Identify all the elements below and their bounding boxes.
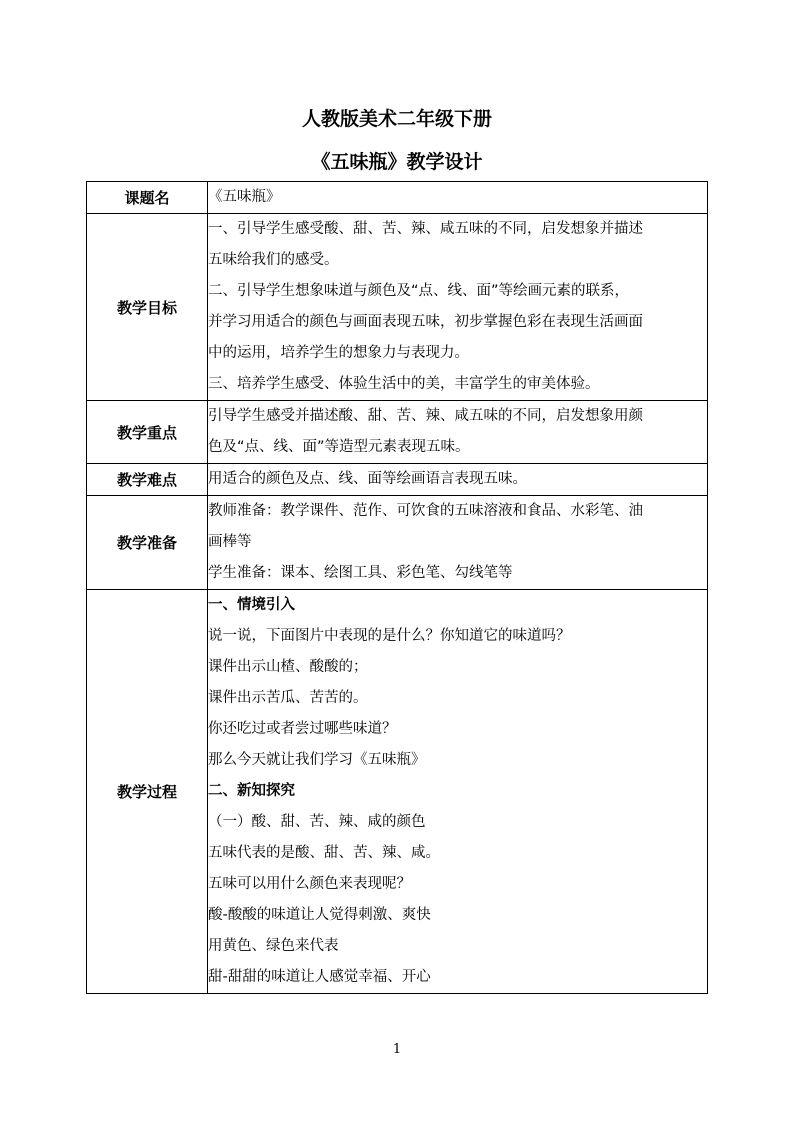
content-line: 引导学生感受并描述酸、甜、苦、辣、咸五味的不同，启发想象用颜 xyxy=(208,408,643,424)
row-label: 教学难点 xyxy=(87,464,208,496)
table-row-topic xyxy=(87,182,708,214)
content-line: 甜-甜甜的味道让人感觉幸福、开心 xyxy=(208,969,431,985)
content-line: 二、引导学生想象味道与颜色及“点、线、面”等绘画元素的联系， xyxy=(208,283,630,299)
content-line: 教师准备：教学课件、范作、可饮食的五味溶液和食品、水彩笔、油 xyxy=(208,503,643,519)
table-row-prep xyxy=(87,496,708,590)
content-line: 三、培养学生感受、体验生活中的美，丰富学生的审美体验。 xyxy=(208,376,600,392)
row-content xyxy=(208,182,708,214)
document-subtitle: 《五味瓶》教学设计 xyxy=(311,151,483,173)
row-content xyxy=(208,496,708,590)
content-line: 课件出示苦瓜、苦苦的。 xyxy=(208,690,368,706)
row-content xyxy=(208,464,708,496)
content-line: 用黄色、绿色来代表 xyxy=(208,938,339,954)
row-content xyxy=(208,401,708,464)
content-line: 学生准备：课本、绘图工具、彩色笔、勾线笔等 xyxy=(208,565,513,581)
content-line: 五味代表的是酸、甜、苦、辣、咸。 xyxy=(208,845,440,861)
content-line: 一、引导学生感受酸、甜、苦、辣、咸五味的不同，启发想象并描述 xyxy=(208,221,643,237)
row-content xyxy=(208,590,708,994)
content-line: 五味可以用什么颜色来表现呢？ xyxy=(208,876,411,892)
table-row-difficulty xyxy=(87,464,708,496)
row-label: 教学准备 xyxy=(87,496,208,590)
section-heading: 二、新知探究 xyxy=(208,783,295,799)
content-line: 说一说，下面图片中表现的是什么？你知道它的味道吗？ xyxy=(208,628,571,644)
content-line: 酸-酸酸的味道让人觉得刺激、爽快 xyxy=(208,907,431,923)
row-label: 课题名 xyxy=(87,182,208,214)
row-label: 教学重点 xyxy=(87,401,208,464)
table-row-process xyxy=(87,590,708,994)
content-line: 画棒等 xyxy=(208,534,252,550)
page-number: 1 xyxy=(392,1042,402,1057)
row-label: 教学目标 xyxy=(87,214,208,401)
content-line: 《五味瓶》 xyxy=(208,189,281,205)
table-row-focus xyxy=(87,401,708,464)
table-row-goals xyxy=(87,214,708,401)
content-line: 色及“点、线、面”等造型元素表现五味。 xyxy=(208,439,470,455)
content-line: 五味给我们的感受。 xyxy=(208,252,339,268)
row-label: 教学过程 xyxy=(87,590,208,994)
content-line: 并学习用适合的颜色与画面表现五味，初步掌握色彩在表现生活画面 xyxy=(208,314,643,330)
content-line: （一）酸、甜、苦、辣、咸的颜色 xyxy=(208,814,426,830)
lesson-plan-table xyxy=(86,181,708,994)
content-line: 你还吃过或者尝过哪些味道？ xyxy=(208,721,397,737)
document-title: 人教版美术二年级下册 xyxy=(301,108,492,130)
content-line: 中的运用，培养学生的想象力与表现力。 xyxy=(208,345,469,361)
content-line: 用适合的颜色及点、线、面等绘画语言表现五味。 xyxy=(208,471,527,487)
content-line: 课件出示山楂、酸酸的； xyxy=(208,659,368,675)
row-content xyxy=(208,214,708,401)
section-heading: 一、情境引入 xyxy=(208,597,295,613)
content-line: 那么今天就让我们学习《五味瓶》 xyxy=(208,752,426,768)
